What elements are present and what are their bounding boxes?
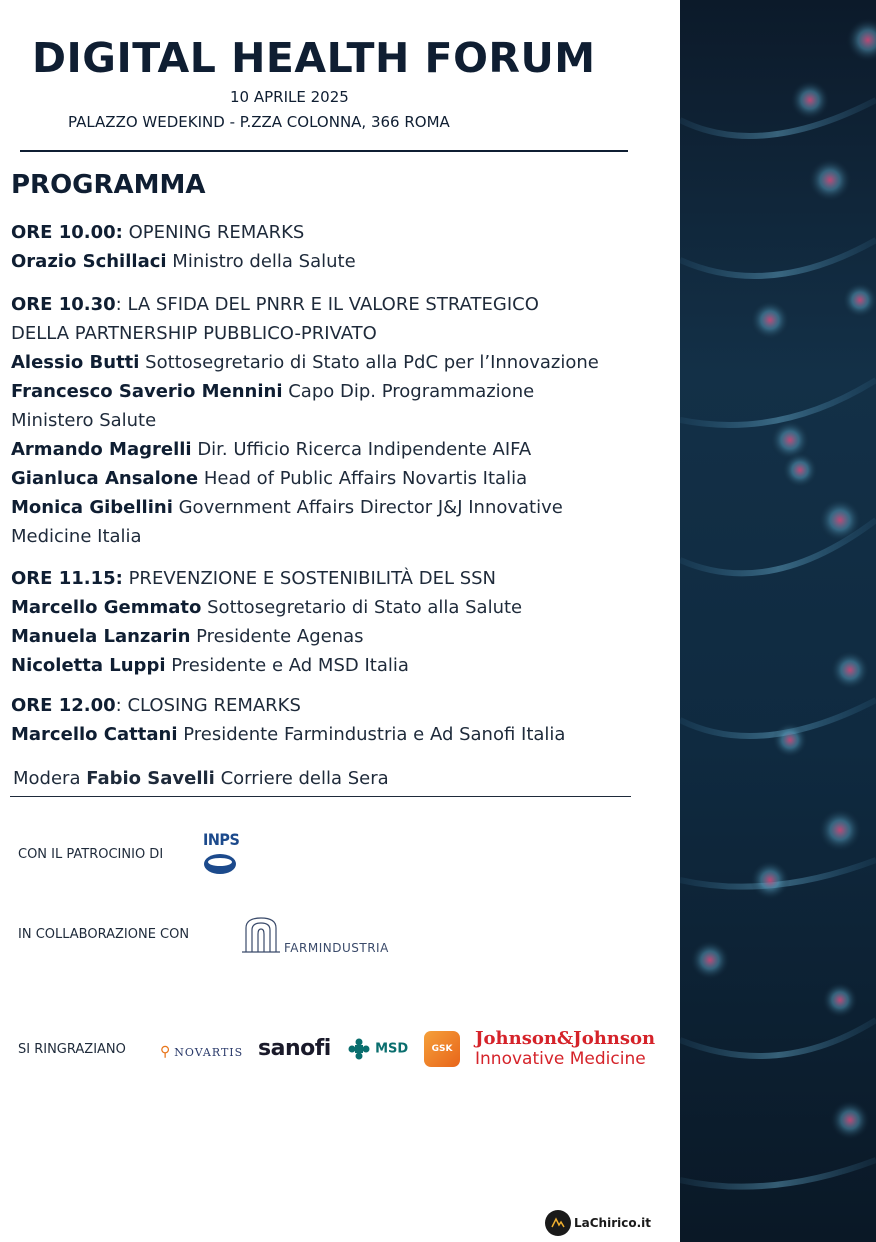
programme-divider bbox=[10, 796, 631, 797]
gsk-logo: GSK bbox=[424, 1031, 460, 1067]
speaker bbox=[11, 464, 676, 493]
farmindustria-emblem-icon bbox=[240, 914, 282, 956]
moderator-name: Fabio Savelli bbox=[86, 768, 215, 789]
speaker-name: Monica Gibellini bbox=[11, 497, 173, 518]
decorative-panel bbox=[680, 0, 876, 1242]
session-2-title bbox=[11, 290, 676, 319]
event-venue: PALAZZO WEDEKIND - P.ZZA COLONNA, 366 ROMA bbox=[68, 113, 450, 131]
speaker-role: Head of Public Affairs Novartis Italia bbox=[198, 468, 528, 489]
programme-heading: PROGRAMMA bbox=[11, 170, 206, 200]
speaker-name: Manuela Lanzarin bbox=[11, 626, 191, 647]
novartis-flame-icon: ⚲ bbox=[160, 1044, 172, 1060]
msd-emblem-icon bbox=[348, 1038, 370, 1060]
speaker-role: Presidente Farmindustria e Ad Sanofi Italia bbox=[177, 724, 566, 745]
brand-text: LaChirico.it bbox=[574, 1216, 652, 1230]
moderator bbox=[13, 764, 389, 793]
inps-logo bbox=[203, 830, 243, 878]
session-topic-cont: DELLA PARTNERSHIP PUBBLICO-PRIVATO bbox=[11, 323, 377, 344]
patronage-label: CON IL PATROCINIO DI bbox=[18, 847, 164, 862]
inps-swirl-icon bbox=[203, 852, 239, 876]
jnj-wordmark: Johnson&Johnson bbox=[475, 1028, 656, 1049]
footer-brand bbox=[545, 1210, 651, 1236]
speaker-name: Orazio Schillaci bbox=[11, 251, 167, 272]
session-3 bbox=[11, 564, 676, 680]
session-2 bbox=[11, 290, 676, 551]
speaker-name: Marcello Cattani bbox=[11, 724, 178, 745]
session-topic: : LA SFIDA DEL PNRR E IL VALORE STRATEGICO bbox=[115, 294, 539, 315]
session-topic: : CLOSING REMARKS bbox=[115, 695, 301, 716]
event-date: 10 APRILE 2025 bbox=[230, 88, 349, 106]
speaker bbox=[11, 493, 676, 522]
speaker bbox=[11, 593, 676, 622]
session-topic: PREVENZIONE E SOSTENIBILITÀ DEL SSN bbox=[122, 568, 497, 589]
speaker-name: Nicoletta Luppi bbox=[11, 655, 166, 676]
speaker-role: Capo Dip. Programmazione bbox=[282, 381, 535, 402]
session-1-title bbox=[11, 218, 676, 247]
speaker-name: Gianluca Ansalone bbox=[11, 468, 199, 489]
speaker-role: Presidente e Ad MSD Italia bbox=[165, 655, 409, 676]
speaker bbox=[11, 622, 676, 651]
speaker-name: Francesco Saverio Mennini bbox=[11, 381, 283, 402]
farmindustria-wordmark: FARMINDUSTRIA bbox=[284, 941, 389, 955]
speaker-name: Alessio Butti bbox=[11, 352, 140, 373]
speaker bbox=[11, 348, 676, 377]
session-time: ORE 11.15: bbox=[11, 568, 123, 589]
speaker-name: Marcello Gemmato bbox=[11, 597, 202, 618]
novartis-logo bbox=[160, 1044, 243, 1060]
thanks-label: SI RINGRAZIANO bbox=[18, 1042, 126, 1057]
session-4 bbox=[11, 691, 676, 749]
speaker-name: Armando Magrelli bbox=[11, 439, 192, 460]
jnj-logo bbox=[475, 1029, 655, 1069]
speaker-role: Presidente Agenas bbox=[190, 626, 364, 647]
event-title: DIGITAL HEALTH FORUM bbox=[32, 34, 596, 82]
speaker bbox=[11, 720, 676, 749]
speaker bbox=[11, 377, 676, 406]
header-divider bbox=[20, 150, 628, 152]
collaboration-label: IN COLLABORAZIONE CON bbox=[18, 927, 190, 942]
session-4-title bbox=[11, 691, 676, 720]
tech-background-image bbox=[680, 0, 876, 1242]
speaker-role: Government Affairs Director J&J Innovative bbox=[172, 497, 563, 518]
speaker bbox=[11, 651, 676, 680]
brand-logo-icon bbox=[545, 1210, 571, 1236]
speaker-role: Sottosegretario di Stato alla PdC per l’Innovazione bbox=[139, 352, 599, 373]
speaker-role: Sottosegretario di Stato alla Salute bbox=[201, 597, 523, 618]
novartis-wordmark: NOVARTIS bbox=[174, 1046, 244, 1059]
msd-wordmark: MSD bbox=[375, 1041, 409, 1057]
farmindustria-logo bbox=[240, 914, 389, 960]
session-time: ORE 10.00: bbox=[11, 222, 123, 243]
speaker-role: Dir. Ufficio Ricerca Indipendente AIFA bbox=[191, 439, 532, 460]
session-time: ORE 12.00 bbox=[11, 695, 116, 716]
session-topic: OPENING REMARKS bbox=[122, 222, 305, 243]
sanofi-logo: sanofi bbox=[258, 1036, 331, 1061]
jnj-subline: Innovative Medicine bbox=[475, 1049, 646, 1069]
moderator-affiliation: Corriere della Sera bbox=[214, 768, 389, 789]
moderator-prefix: Modera bbox=[13, 768, 87, 789]
session-time: ORE 10.30 bbox=[11, 294, 116, 315]
session-1 bbox=[11, 218, 676, 276]
speaker-role-cont: Medicine Italia bbox=[11, 526, 142, 547]
speaker-role: Ministro della Salute bbox=[166, 251, 356, 272]
speaker-role-cont: Ministero Salute bbox=[11, 410, 157, 431]
session-3-title bbox=[11, 564, 676, 593]
msd-logo bbox=[348, 1038, 408, 1060]
speaker bbox=[11, 435, 676, 464]
inps-wordmark: INPS bbox=[203, 830, 240, 849]
speaker bbox=[11, 247, 676, 276]
